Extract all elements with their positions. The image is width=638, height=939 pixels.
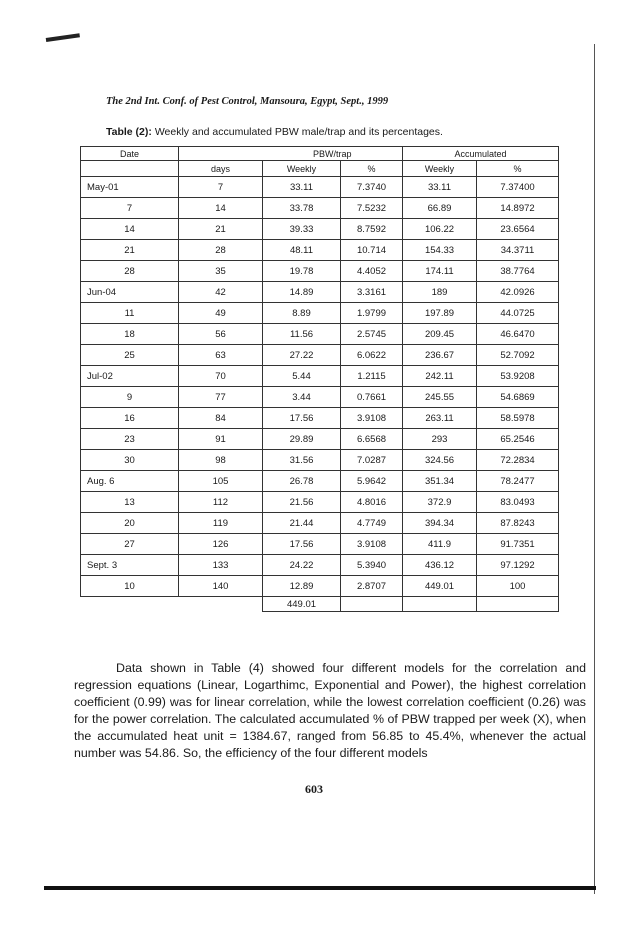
value-cell: 66.89: [403, 198, 477, 219]
date-cell: 30: [81, 450, 179, 471]
value-cell: 91: [179, 429, 263, 450]
value-cell: 5.3940: [341, 555, 403, 576]
table-row: [81, 429, 559, 450]
table-row: [81, 324, 559, 345]
table-row: [81, 177, 559, 198]
total-blank-cell: [403, 597, 477, 612]
value-cell: 38.7764: [477, 261, 559, 282]
table-row: [81, 219, 559, 240]
table-caption: [106, 126, 443, 138]
date-cell: 21: [81, 240, 179, 261]
value-cell: 236.67: [403, 345, 477, 366]
value-cell: 7.37400: [477, 177, 559, 198]
value-cell: 27.22: [263, 345, 341, 366]
value-cell: 21.44: [263, 513, 341, 534]
value-cell: 12.89: [263, 576, 341, 597]
value-cell: 293: [403, 429, 477, 450]
date-cell: Jun-04: [81, 282, 179, 303]
value-cell: 1.2115: [341, 366, 403, 387]
body-paragraph: [74, 660, 586, 762]
date-cell: 20: [81, 513, 179, 534]
date-cell: Sept. 3: [81, 555, 179, 576]
table-row: [81, 387, 559, 408]
value-cell: 2.8707: [341, 576, 403, 597]
header-date: Date: [81, 147, 179, 161]
value-cell: 394.34: [403, 513, 477, 534]
value-cell: 84: [179, 408, 263, 429]
value-cell: 42.0926: [477, 282, 559, 303]
table-row: [81, 408, 559, 429]
page-bottom-line: [44, 886, 596, 890]
value-cell: 24.22: [263, 555, 341, 576]
date-cell: 28: [81, 261, 179, 282]
table-row: [81, 534, 559, 555]
value-cell: 351.34: [403, 471, 477, 492]
value-cell: 65.2546: [477, 429, 559, 450]
value-cell: 49: [179, 303, 263, 324]
date-cell: 23: [81, 429, 179, 450]
table-group-header-row: [81, 147, 559, 161]
value-cell: 6.0622: [341, 345, 403, 366]
value-cell: 174.11: [403, 261, 477, 282]
value-cell: 189: [403, 282, 477, 303]
total-blank-cell: [341, 597, 403, 612]
value-cell: 10.714: [341, 240, 403, 261]
paragraph-text: Data shown in Table (4) showed four different models for the correlation and regression equations (Linear, Logarthimc, Exponential and Power), the highest correlation coefficient (0.99) was for linear correlation, while the lowest correlation coefficient (0.26) was for the power correlation. The calculated accumulated % of PBW trapped per week (X), when the accumulated heat unit = 1384.67, ranged from 56.85 to 45.4%, whenever the actual number was 54.86. So, the efficiency of the four different models: [74, 661, 586, 760]
date-cell: Aug. 6: [81, 471, 179, 492]
value-cell: 19.78: [263, 261, 341, 282]
value-cell: 78.2477: [477, 471, 559, 492]
value-cell: 4.4052: [341, 261, 403, 282]
date-cell: 9: [81, 387, 179, 408]
subheader-percent: %: [341, 161, 403, 177]
date-cell: May-01: [81, 177, 179, 198]
value-cell: 106.22: [403, 219, 477, 240]
value-cell: 154.33: [403, 240, 477, 261]
value-cell: 48.11: [263, 240, 341, 261]
total-blank-cell: [179, 597, 263, 612]
value-cell: 39.33: [263, 219, 341, 240]
value-cell: 5.44: [263, 366, 341, 387]
pbw-table: [80, 146, 559, 612]
table-row: [81, 240, 559, 261]
value-cell: 112: [179, 492, 263, 513]
date-cell: 7: [81, 198, 179, 219]
table-row: [81, 555, 559, 576]
subheader-days: days: [179, 161, 263, 177]
value-cell: 98: [179, 450, 263, 471]
value-cell: 5.9642: [341, 471, 403, 492]
value-cell: 324.56: [403, 450, 477, 471]
table-row: [81, 576, 559, 597]
header-blank: [179, 147, 263, 161]
total-blank-cell: [477, 597, 559, 612]
date-cell: 27: [81, 534, 179, 555]
value-cell: 449.01: [403, 576, 477, 597]
value-cell: 53.9208: [477, 366, 559, 387]
value-cell: 77: [179, 387, 263, 408]
value-cell: 28: [179, 240, 263, 261]
value-cell: 87.8243: [477, 513, 559, 534]
value-cell: 7.0287: [341, 450, 403, 471]
value-cell: 21.56: [263, 492, 341, 513]
value-cell: 3.3161: [341, 282, 403, 303]
table-sub-header-row: [81, 161, 559, 177]
page-edge-line: [594, 44, 595, 894]
date-cell: 10: [81, 576, 179, 597]
value-cell: 70: [179, 366, 263, 387]
table-row: [81, 282, 559, 303]
value-cell: 245.55: [403, 387, 477, 408]
running-header: The 2nd Int. Conf. of Pest Control, Mansoura, Egypt, Sept., 1999: [106, 96, 389, 107]
date-cell: 25: [81, 345, 179, 366]
value-cell: 0.7661: [341, 387, 403, 408]
table-row: [81, 345, 559, 366]
subheader-acc-weekly: Weekly: [403, 161, 477, 177]
value-cell: 54.6869: [477, 387, 559, 408]
value-cell: 411.9: [403, 534, 477, 555]
value-cell: 17.56: [263, 408, 341, 429]
value-cell: 8.89: [263, 303, 341, 324]
value-cell: 4.8016: [341, 492, 403, 513]
table-row: [81, 471, 559, 492]
header-pbw-trap: PBW/trap: [263, 147, 403, 161]
value-cell: 3.9108: [341, 534, 403, 555]
subheader-acc-percent: %: [477, 161, 559, 177]
value-cell: 6.6568: [341, 429, 403, 450]
value-cell: 72.2834: [477, 450, 559, 471]
value-cell: 14.8972: [477, 198, 559, 219]
value-cell: 14: [179, 198, 263, 219]
date-cell: 14: [81, 219, 179, 240]
value-cell: 97.1292: [477, 555, 559, 576]
table-row: [81, 198, 559, 219]
value-cell: 83.0493: [477, 492, 559, 513]
value-cell: 14.89: [263, 282, 341, 303]
value-cell: 56: [179, 324, 263, 345]
header-accumulated: Accumulated: [403, 147, 559, 161]
value-cell: 29.89: [263, 429, 341, 450]
value-cell: 100: [477, 576, 559, 597]
value-cell: 35: [179, 261, 263, 282]
date-cell: 16: [81, 408, 179, 429]
value-cell: 3.44: [263, 387, 341, 408]
value-cell: 63: [179, 345, 263, 366]
value-cell: 4.7749: [341, 513, 403, 534]
total-value: 449.01: [263, 597, 341, 612]
value-cell: 23.6564: [477, 219, 559, 240]
value-cell: 197.89: [403, 303, 477, 324]
value-cell: 52.7092: [477, 345, 559, 366]
value-cell: 7.5232: [341, 198, 403, 219]
value-cell: 140: [179, 576, 263, 597]
date-cell: 11: [81, 303, 179, 324]
value-cell: 58.5978: [477, 408, 559, 429]
scan-artifact-mark: [46, 33, 80, 42]
value-cell: 263.11: [403, 408, 477, 429]
date-cell: Jul-02: [81, 366, 179, 387]
table-row: [81, 366, 559, 387]
value-cell: 33.11: [263, 177, 341, 198]
table-label: Table (2):: [106, 126, 152, 138]
value-cell: 46.6470: [477, 324, 559, 345]
total-blank-cell: [81, 597, 179, 612]
value-cell: 2.5745: [341, 324, 403, 345]
table-row: [81, 261, 559, 282]
value-cell: 17.56: [263, 534, 341, 555]
value-cell: 33.11: [403, 177, 477, 198]
table-row: [81, 492, 559, 513]
value-cell: 209.45: [403, 324, 477, 345]
subheader-weekly: Weekly: [263, 161, 341, 177]
value-cell: 34.3711: [477, 240, 559, 261]
value-cell: 8.7592: [341, 219, 403, 240]
page-number: 603: [305, 782, 323, 796]
table-row: [81, 513, 559, 534]
value-cell: 91.7351: [477, 534, 559, 555]
value-cell: 3.9108: [341, 408, 403, 429]
value-cell: 436.12: [403, 555, 477, 576]
value-cell: 26.78: [263, 471, 341, 492]
value-cell: 31.56: [263, 450, 341, 471]
value-cell: 7.3740: [341, 177, 403, 198]
table-caption-text: Weekly and accumulated PBW male/trap and its percentages.: [151, 126, 443, 138]
value-cell: 105: [179, 471, 263, 492]
value-cell: 33.78: [263, 198, 341, 219]
value-cell: 119: [179, 513, 263, 534]
value-cell: 126: [179, 534, 263, 555]
value-cell: 7: [179, 177, 263, 198]
value-cell: 372.9: [403, 492, 477, 513]
value-cell: 11.56: [263, 324, 341, 345]
value-cell: 42: [179, 282, 263, 303]
value-cell: 242.11: [403, 366, 477, 387]
value-cell: 21: [179, 219, 263, 240]
value-cell: 1.9799: [341, 303, 403, 324]
table-row: [81, 450, 559, 471]
subheader-blank: [81, 161, 179, 177]
date-cell: 13: [81, 492, 179, 513]
table-total-row: [81, 597, 559, 612]
table-row: [81, 303, 559, 324]
value-cell: 44.0725: [477, 303, 559, 324]
date-cell: 18: [81, 324, 179, 345]
value-cell: 133: [179, 555, 263, 576]
